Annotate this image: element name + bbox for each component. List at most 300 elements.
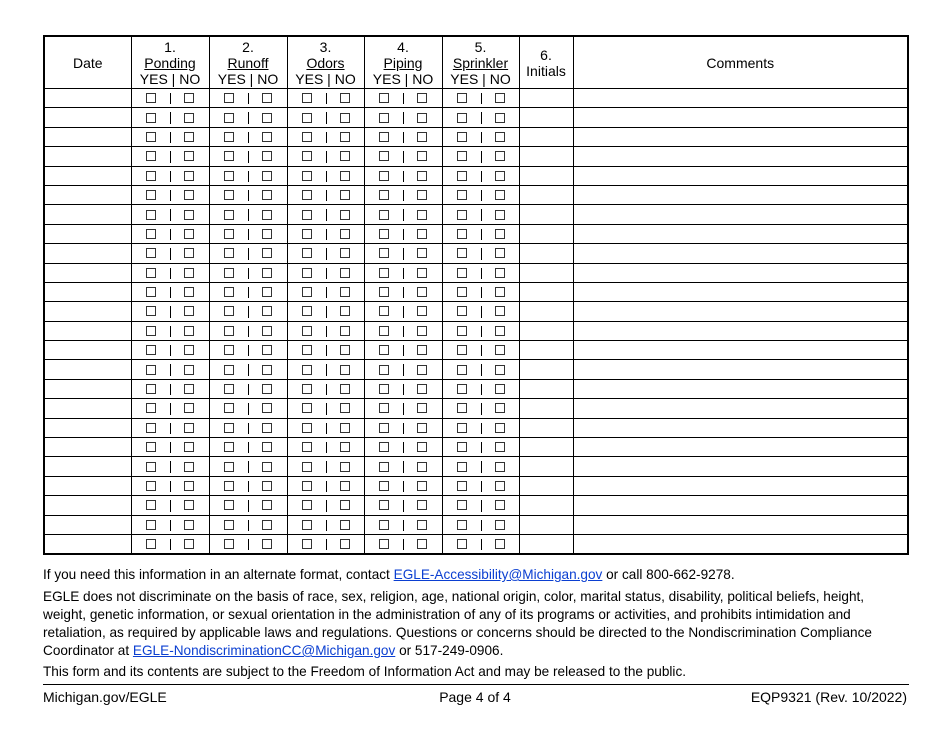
sprinkler-yes-checkbox[interactable] <box>457 462 467 472</box>
date-cell[interactable] <box>44 205 131 224</box>
odors-no-checkbox[interactable] <box>340 132 350 142</box>
odors-yes-checkbox[interactable] <box>302 326 312 336</box>
odors-yes-checkbox[interactable] <box>302 442 312 452</box>
piping-no-checkbox[interactable] <box>417 210 427 220</box>
sprinkler-no-checkbox[interactable] <box>495 365 505 375</box>
sprinkler-no-checkbox[interactable] <box>495 442 505 452</box>
odors-no-checkbox[interactable] <box>340 423 350 433</box>
piping-yes-checkbox[interactable] <box>379 442 389 452</box>
runoff-no-checkbox[interactable] <box>262 210 272 220</box>
comments-cell[interactable] <box>573 166 908 185</box>
odors-no-checkbox[interactable] <box>340 481 350 491</box>
piping-yes-checkbox[interactable] <box>379 462 389 472</box>
piping-no-checkbox[interactable] <box>417 151 427 161</box>
ponding-no-checkbox[interactable] <box>184 403 194 413</box>
date-cell[interactable] <box>44 341 131 360</box>
odors-no-checkbox[interactable] <box>340 248 350 258</box>
piping-yes-checkbox[interactable] <box>379 190 389 200</box>
runoff-no-checkbox[interactable] <box>262 190 272 200</box>
date-cell[interactable] <box>44 244 131 263</box>
odors-yes-checkbox[interactable] <box>302 500 312 510</box>
initials-cell[interactable] <box>519 263 573 282</box>
piping-no-checkbox[interactable] <box>417 462 427 472</box>
odors-yes-checkbox[interactable] <box>302 481 312 491</box>
date-cell[interactable] <box>44 263 131 282</box>
ponding-no-checkbox[interactable] <box>184 268 194 278</box>
sprinkler-no-checkbox[interactable] <box>495 248 505 258</box>
sprinkler-yes-checkbox[interactable] <box>457 132 467 142</box>
comments-cell[interactable] <box>573 282 908 301</box>
date-cell[interactable] <box>44 496 131 515</box>
sprinkler-yes-checkbox[interactable] <box>457 113 467 123</box>
initials-cell[interactable] <box>519 379 573 398</box>
odors-yes-checkbox[interactable] <box>302 132 312 142</box>
odors-no-checkbox[interactable] <box>340 113 350 123</box>
odors-no-checkbox[interactable] <box>340 326 350 336</box>
ponding-yes-checkbox[interactable] <box>146 403 156 413</box>
initials-cell[interactable] <box>519 341 573 360</box>
odors-no-checkbox[interactable] <box>340 520 350 530</box>
runoff-yes-checkbox[interactable] <box>224 365 234 375</box>
piping-no-checkbox[interactable] <box>417 306 427 316</box>
sprinkler-yes-checkbox[interactable] <box>457 539 467 549</box>
odors-no-checkbox[interactable] <box>340 384 350 394</box>
ponding-yes-checkbox[interactable] <box>146 326 156 336</box>
sprinkler-no-checkbox[interactable] <box>495 326 505 336</box>
ponding-no-checkbox[interactable] <box>184 210 194 220</box>
odors-yes-checkbox[interactable] <box>302 113 312 123</box>
runoff-yes-checkbox[interactable] <box>224 171 234 181</box>
initials-cell[interactable] <box>519 476 573 495</box>
piping-no-checkbox[interactable] <box>417 423 427 433</box>
initials-cell[interactable] <box>519 515 573 534</box>
piping-yes-checkbox[interactable] <box>379 132 389 142</box>
sprinkler-no-checkbox[interactable] <box>495 229 505 239</box>
odors-yes-checkbox[interactable] <box>302 539 312 549</box>
sprinkler-no-checkbox[interactable] <box>495 423 505 433</box>
sprinkler-yes-checkbox[interactable] <box>457 229 467 239</box>
ponding-yes-checkbox[interactable] <box>146 384 156 394</box>
ponding-yes-checkbox[interactable] <box>146 462 156 472</box>
ponding-yes-checkbox[interactable] <box>146 171 156 181</box>
odors-yes-checkbox[interactable] <box>302 403 312 413</box>
ponding-yes-checkbox[interactable] <box>146 306 156 316</box>
initials-cell[interactable] <box>519 166 573 185</box>
runoff-no-checkbox[interactable] <box>262 500 272 510</box>
sprinkler-no-checkbox[interactable] <box>495 520 505 530</box>
ponding-no-checkbox[interactable] <box>184 306 194 316</box>
odors-yes-checkbox[interactable] <box>302 268 312 278</box>
comments-cell[interactable] <box>573 496 908 515</box>
runoff-no-checkbox[interactable] <box>262 248 272 258</box>
sprinkler-no-checkbox[interactable] <box>495 306 505 316</box>
comments-cell[interactable] <box>573 127 908 146</box>
sprinkler-no-checkbox[interactable] <box>495 190 505 200</box>
date-cell[interactable] <box>44 147 131 166</box>
ponding-no-checkbox[interactable] <box>184 113 194 123</box>
runoff-no-checkbox[interactable] <box>262 268 272 278</box>
odors-no-checkbox[interactable] <box>340 93 350 103</box>
odors-yes-checkbox[interactable] <box>302 190 312 200</box>
accessibility-email-link[interactable]: EGLE-Accessibility@Michigan.gov <box>393 567 603 582</box>
initials-cell[interactable] <box>519 244 573 263</box>
ponding-no-checkbox[interactable] <box>184 229 194 239</box>
odors-yes-checkbox[interactable] <box>302 423 312 433</box>
piping-no-checkbox[interactable] <box>417 248 427 258</box>
piping-no-checkbox[interactable] <box>417 539 427 549</box>
runoff-yes-checkbox[interactable] <box>224 384 234 394</box>
piping-yes-checkbox[interactable] <box>379 384 389 394</box>
sprinkler-no-checkbox[interactable] <box>495 113 505 123</box>
runoff-yes-checkbox[interactable] <box>224 268 234 278</box>
ponding-no-checkbox[interactable] <box>184 190 194 200</box>
date-cell[interactable] <box>44 515 131 534</box>
ponding-yes-checkbox[interactable] <box>146 287 156 297</box>
odors-yes-checkbox[interactable] <box>302 171 312 181</box>
sprinkler-no-checkbox[interactable] <box>495 268 505 278</box>
runoff-no-checkbox[interactable] <box>262 113 272 123</box>
piping-no-checkbox[interactable] <box>417 500 427 510</box>
comments-cell[interactable] <box>573 534 908 554</box>
runoff-yes-checkbox[interactable] <box>224 132 234 142</box>
ponding-no-checkbox[interactable] <box>184 384 194 394</box>
odors-yes-checkbox[interactable] <box>302 248 312 258</box>
runoff-no-checkbox[interactable] <box>262 365 272 375</box>
odors-yes-checkbox[interactable] <box>302 151 312 161</box>
sprinkler-yes-checkbox[interactable] <box>457 210 467 220</box>
runoff-yes-checkbox[interactable] <box>224 539 234 549</box>
comments-cell[interactable] <box>573 515 908 534</box>
ponding-no-checkbox[interactable] <box>184 462 194 472</box>
odors-no-checkbox[interactable] <box>340 462 350 472</box>
ponding-yes-checkbox[interactable] <box>146 132 156 142</box>
piping-yes-checkbox[interactable] <box>379 210 389 220</box>
runoff-yes-checkbox[interactable] <box>224 462 234 472</box>
piping-yes-checkbox[interactable] <box>379 423 389 433</box>
nondiscrimination-email-link[interactable]: EGLE-NondiscriminationCC@Michigan.gov <box>132 643 396 658</box>
piping-no-checkbox[interactable] <box>417 268 427 278</box>
sprinkler-no-checkbox[interactable] <box>495 287 505 297</box>
sprinkler-yes-checkbox[interactable] <box>457 190 467 200</box>
comments-cell[interactable] <box>573 89 908 108</box>
ponding-yes-checkbox[interactable] <box>146 345 156 355</box>
date-cell[interactable] <box>44 438 131 457</box>
runoff-no-checkbox[interactable] <box>262 520 272 530</box>
runoff-no-checkbox[interactable] <box>262 326 272 336</box>
sprinkler-yes-checkbox[interactable] <box>457 287 467 297</box>
odors-yes-checkbox[interactable] <box>302 287 312 297</box>
ponding-yes-checkbox[interactable] <box>146 229 156 239</box>
ponding-yes-checkbox[interactable] <box>146 93 156 103</box>
piping-yes-checkbox[interactable] <box>379 500 389 510</box>
sprinkler-no-checkbox[interactable] <box>495 500 505 510</box>
piping-no-checkbox[interactable] <box>417 442 427 452</box>
piping-yes-checkbox[interactable] <box>379 520 389 530</box>
odors-no-checkbox[interactable] <box>340 268 350 278</box>
piping-yes-checkbox[interactable] <box>379 93 389 103</box>
sprinkler-yes-checkbox[interactable] <box>457 500 467 510</box>
runoff-no-checkbox[interactable] <box>262 462 272 472</box>
ponding-no-checkbox[interactable] <box>184 520 194 530</box>
ponding-no-checkbox[interactable] <box>184 500 194 510</box>
piping-yes-checkbox[interactable] <box>379 326 389 336</box>
initials-cell[interactable] <box>519 534 573 554</box>
date-cell[interactable] <box>44 379 131 398</box>
date-cell[interactable] <box>44 457 131 476</box>
initials-cell[interactable] <box>519 418 573 437</box>
piping-yes-checkbox[interactable] <box>379 229 389 239</box>
ponding-no-checkbox[interactable] <box>184 326 194 336</box>
sprinkler-no-checkbox[interactable] <box>495 132 505 142</box>
runoff-yes-checkbox[interactable] <box>224 113 234 123</box>
ponding-no-checkbox[interactable] <box>184 132 194 142</box>
piping-no-checkbox[interactable] <box>417 481 427 491</box>
sprinkler-yes-checkbox[interactable] <box>457 403 467 413</box>
odors-no-checkbox[interactable] <box>340 365 350 375</box>
ponding-yes-checkbox[interactable] <box>146 500 156 510</box>
initials-cell[interactable] <box>519 108 573 127</box>
piping-no-checkbox[interactable] <box>417 132 427 142</box>
ponding-yes-checkbox[interactable] <box>146 481 156 491</box>
initials-cell[interactable] <box>519 147 573 166</box>
odors-no-checkbox[interactable] <box>340 229 350 239</box>
date-cell[interactable] <box>44 282 131 301</box>
odors-yes-checkbox[interactable] <box>302 365 312 375</box>
runoff-no-checkbox[interactable] <box>262 345 272 355</box>
sprinkler-no-checkbox[interactable] <box>495 93 505 103</box>
odors-no-checkbox[interactable] <box>340 500 350 510</box>
odors-no-checkbox[interactable] <box>340 306 350 316</box>
ponding-no-checkbox[interactable] <box>184 248 194 258</box>
odors-no-checkbox[interactable] <box>340 190 350 200</box>
runoff-no-checkbox[interactable] <box>262 539 272 549</box>
comments-cell[interactable] <box>573 244 908 263</box>
comments-cell[interactable] <box>573 399 908 418</box>
comments-cell[interactable] <box>573 360 908 379</box>
sprinkler-yes-checkbox[interactable] <box>457 171 467 181</box>
runoff-yes-checkbox[interactable] <box>224 248 234 258</box>
runoff-yes-checkbox[interactable] <box>224 190 234 200</box>
piping-no-checkbox[interactable] <box>417 384 427 394</box>
comments-cell[interactable] <box>573 224 908 243</box>
comments-cell[interactable] <box>573 341 908 360</box>
runoff-yes-checkbox[interactable] <box>224 93 234 103</box>
sprinkler-yes-checkbox[interactable] <box>457 268 467 278</box>
comments-cell[interactable] <box>573 476 908 495</box>
runoff-yes-checkbox[interactable] <box>224 481 234 491</box>
ponding-yes-checkbox[interactable] <box>146 423 156 433</box>
sprinkler-no-checkbox[interactable] <box>495 403 505 413</box>
initials-cell[interactable] <box>519 321 573 340</box>
comments-cell[interactable] <box>573 263 908 282</box>
ponding-yes-checkbox[interactable] <box>146 442 156 452</box>
ponding-yes-checkbox[interactable] <box>146 248 156 258</box>
ponding-no-checkbox[interactable] <box>184 345 194 355</box>
ponding-yes-checkbox[interactable] <box>146 190 156 200</box>
odors-no-checkbox[interactable] <box>340 442 350 452</box>
piping-no-checkbox[interactable] <box>417 190 427 200</box>
ponding-no-checkbox[interactable] <box>184 481 194 491</box>
odors-yes-checkbox[interactable] <box>302 210 312 220</box>
ponding-no-checkbox[interactable] <box>184 539 194 549</box>
ponding-yes-checkbox[interactable] <box>146 365 156 375</box>
piping-yes-checkbox[interactable] <box>379 287 389 297</box>
initials-cell[interactable] <box>519 89 573 108</box>
date-cell[interactable] <box>44 185 131 204</box>
sprinkler-yes-checkbox[interactable] <box>457 326 467 336</box>
piping-yes-checkbox[interactable] <box>379 345 389 355</box>
comments-cell[interactable] <box>573 457 908 476</box>
runoff-yes-checkbox[interactable] <box>224 151 234 161</box>
piping-no-checkbox[interactable] <box>417 93 427 103</box>
comments-cell[interactable] <box>573 205 908 224</box>
ponding-no-checkbox[interactable] <box>184 442 194 452</box>
sprinkler-yes-checkbox[interactable] <box>457 423 467 433</box>
comments-cell[interactable] <box>573 302 908 321</box>
comments-cell[interactable] <box>573 108 908 127</box>
piping-yes-checkbox[interactable] <box>379 248 389 258</box>
initials-cell[interactable] <box>519 185 573 204</box>
sprinkler-yes-checkbox[interactable] <box>457 93 467 103</box>
runoff-no-checkbox[interactable] <box>262 132 272 142</box>
sprinkler-no-checkbox[interactable] <box>495 210 505 220</box>
runoff-no-checkbox[interactable] <box>262 384 272 394</box>
odors-no-checkbox[interactable] <box>340 345 350 355</box>
runoff-no-checkbox[interactable] <box>262 423 272 433</box>
date-cell[interactable] <box>44 534 131 554</box>
piping-no-checkbox[interactable] <box>417 326 427 336</box>
comments-cell[interactable] <box>573 379 908 398</box>
sprinkler-yes-checkbox[interactable] <box>457 481 467 491</box>
runoff-yes-checkbox[interactable] <box>224 442 234 452</box>
runoff-no-checkbox[interactable] <box>262 151 272 161</box>
date-cell[interactable] <box>44 399 131 418</box>
odors-yes-checkbox[interactable] <box>302 306 312 316</box>
date-cell[interactable] <box>44 418 131 437</box>
initials-cell[interactable] <box>519 224 573 243</box>
ponding-yes-checkbox[interactable] <box>146 113 156 123</box>
sprinkler-yes-checkbox[interactable] <box>457 306 467 316</box>
comments-cell[interactable] <box>573 321 908 340</box>
runoff-yes-checkbox[interactable] <box>224 287 234 297</box>
ponding-yes-checkbox[interactable] <box>146 520 156 530</box>
ponding-yes-checkbox[interactable] <box>146 539 156 549</box>
initials-cell[interactable] <box>519 457 573 476</box>
ponding-no-checkbox[interactable] <box>184 365 194 375</box>
runoff-no-checkbox[interactable] <box>262 229 272 239</box>
date-cell[interactable] <box>44 127 131 146</box>
initials-cell[interactable] <box>519 399 573 418</box>
initials-cell[interactable] <box>519 127 573 146</box>
odors-no-checkbox[interactable] <box>340 403 350 413</box>
runoff-yes-checkbox[interactable] <box>224 306 234 316</box>
piping-no-checkbox[interactable] <box>417 365 427 375</box>
sprinkler-yes-checkbox[interactable] <box>457 365 467 375</box>
piping-no-checkbox[interactable] <box>417 113 427 123</box>
piping-yes-checkbox[interactable] <box>379 481 389 491</box>
piping-no-checkbox[interactable] <box>417 229 427 239</box>
runoff-yes-checkbox[interactable] <box>224 210 234 220</box>
date-cell[interactable] <box>44 108 131 127</box>
piping-no-checkbox[interactable] <box>417 171 427 181</box>
ponding-no-checkbox[interactable] <box>184 151 194 161</box>
date-cell[interactable] <box>44 224 131 243</box>
runoff-no-checkbox[interactable] <box>262 287 272 297</box>
piping-yes-checkbox[interactable] <box>379 539 389 549</box>
odors-yes-checkbox[interactable] <box>302 384 312 394</box>
runoff-yes-checkbox[interactable] <box>224 403 234 413</box>
piping-yes-checkbox[interactable] <box>379 171 389 181</box>
initials-cell[interactable] <box>519 205 573 224</box>
comments-cell[interactable] <box>573 147 908 166</box>
piping-yes-checkbox[interactable] <box>379 365 389 375</box>
runoff-no-checkbox[interactable] <box>262 403 272 413</box>
piping-no-checkbox[interactable] <box>417 403 427 413</box>
sprinkler-no-checkbox[interactable] <box>495 462 505 472</box>
runoff-no-checkbox[interactable] <box>262 306 272 316</box>
sprinkler-no-checkbox[interactable] <box>495 539 505 549</box>
odors-no-checkbox[interactable] <box>340 151 350 161</box>
odors-no-checkbox[interactable] <box>340 171 350 181</box>
initials-cell[interactable] <box>519 496 573 515</box>
sprinkler-no-checkbox[interactable] <box>495 481 505 491</box>
piping-yes-checkbox[interactable] <box>379 268 389 278</box>
sprinkler-yes-checkbox[interactable] <box>457 384 467 394</box>
date-cell[interactable] <box>44 476 131 495</box>
runoff-no-checkbox[interactable] <box>262 442 272 452</box>
odors-no-checkbox[interactable] <box>340 210 350 220</box>
date-cell[interactable] <box>44 321 131 340</box>
ponding-no-checkbox[interactable] <box>184 93 194 103</box>
odors-no-checkbox[interactable] <box>340 539 350 549</box>
piping-no-checkbox[interactable] <box>417 287 427 297</box>
piping-no-checkbox[interactable] <box>417 520 427 530</box>
initials-cell[interactable] <box>519 282 573 301</box>
odors-yes-checkbox[interactable] <box>302 520 312 530</box>
initials-cell[interactable] <box>519 438 573 457</box>
runoff-yes-checkbox[interactable] <box>224 520 234 530</box>
sprinkler-no-checkbox[interactable] <box>495 345 505 355</box>
odors-no-checkbox[interactable] <box>340 287 350 297</box>
odors-yes-checkbox[interactable] <box>302 345 312 355</box>
ponding-no-checkbox[interactable] <box>184 287 194 297</box>
runoff-no-checkbox[interactable] <box>262 171 272 181</box>
sprinkler-no-checkbox[interactable] <box>495 171 505 181</box>
odors-yes-checkbox[interactable] <box>302 229 312 239</box>
piping-yes-checkbox[interactable] <box>379 113 389 123</box>
sprinkler-yes-checkbox[interactable] <box>457 248 467 258</box>
ponding-yes-checkbox[interactable] <box>146 268 156 278</box>
sprinkler-yes-checkbox[interactable] <box>457 520 467 530</box>
comments-cell[interactable] <box>573 418 908 437</box>
initials-cell[interactable] <box>519 302 573 321</box>
runoff-no-checkbox[interactable] <box>262 481 272 491</box>
date-cell[interactable] <box>44 360 131 379</box>
piping-yes-checkbox[interactable] <box>379 151 389 161</box>
sprinkler-yes-checkbox[interactable] <box>457 345 467 355</box>
odors-yes-checkbox[interactable] <box>302 93 312 103</box>
runoff-yes-checkbox[interactable] <box>224 500 234 510</box>
sprinkler-no-checkbox[interactable] <box>495 384 505 394</box>
piping-yes-checkbox[interactable] <box>379 403 389 413</box>
ponding-yes-checkbox[interactable] <box>146 210 156 220</box>
odors-yes-checkbox[interactable] <box>302 462 312 472</box>
runoff-yes-checkbox[interactable] <box>224 326 234 336</box>
runoff-no-checkbox[interactable] <box>262 93 272 103</box>
comments-cell[interactable] <box>573 185 908 204</box>
date-cell[interactable] <box>44 89 131 108</box>
ponding-no-checkbox[interactable] <box>184 171 194 181</box>
